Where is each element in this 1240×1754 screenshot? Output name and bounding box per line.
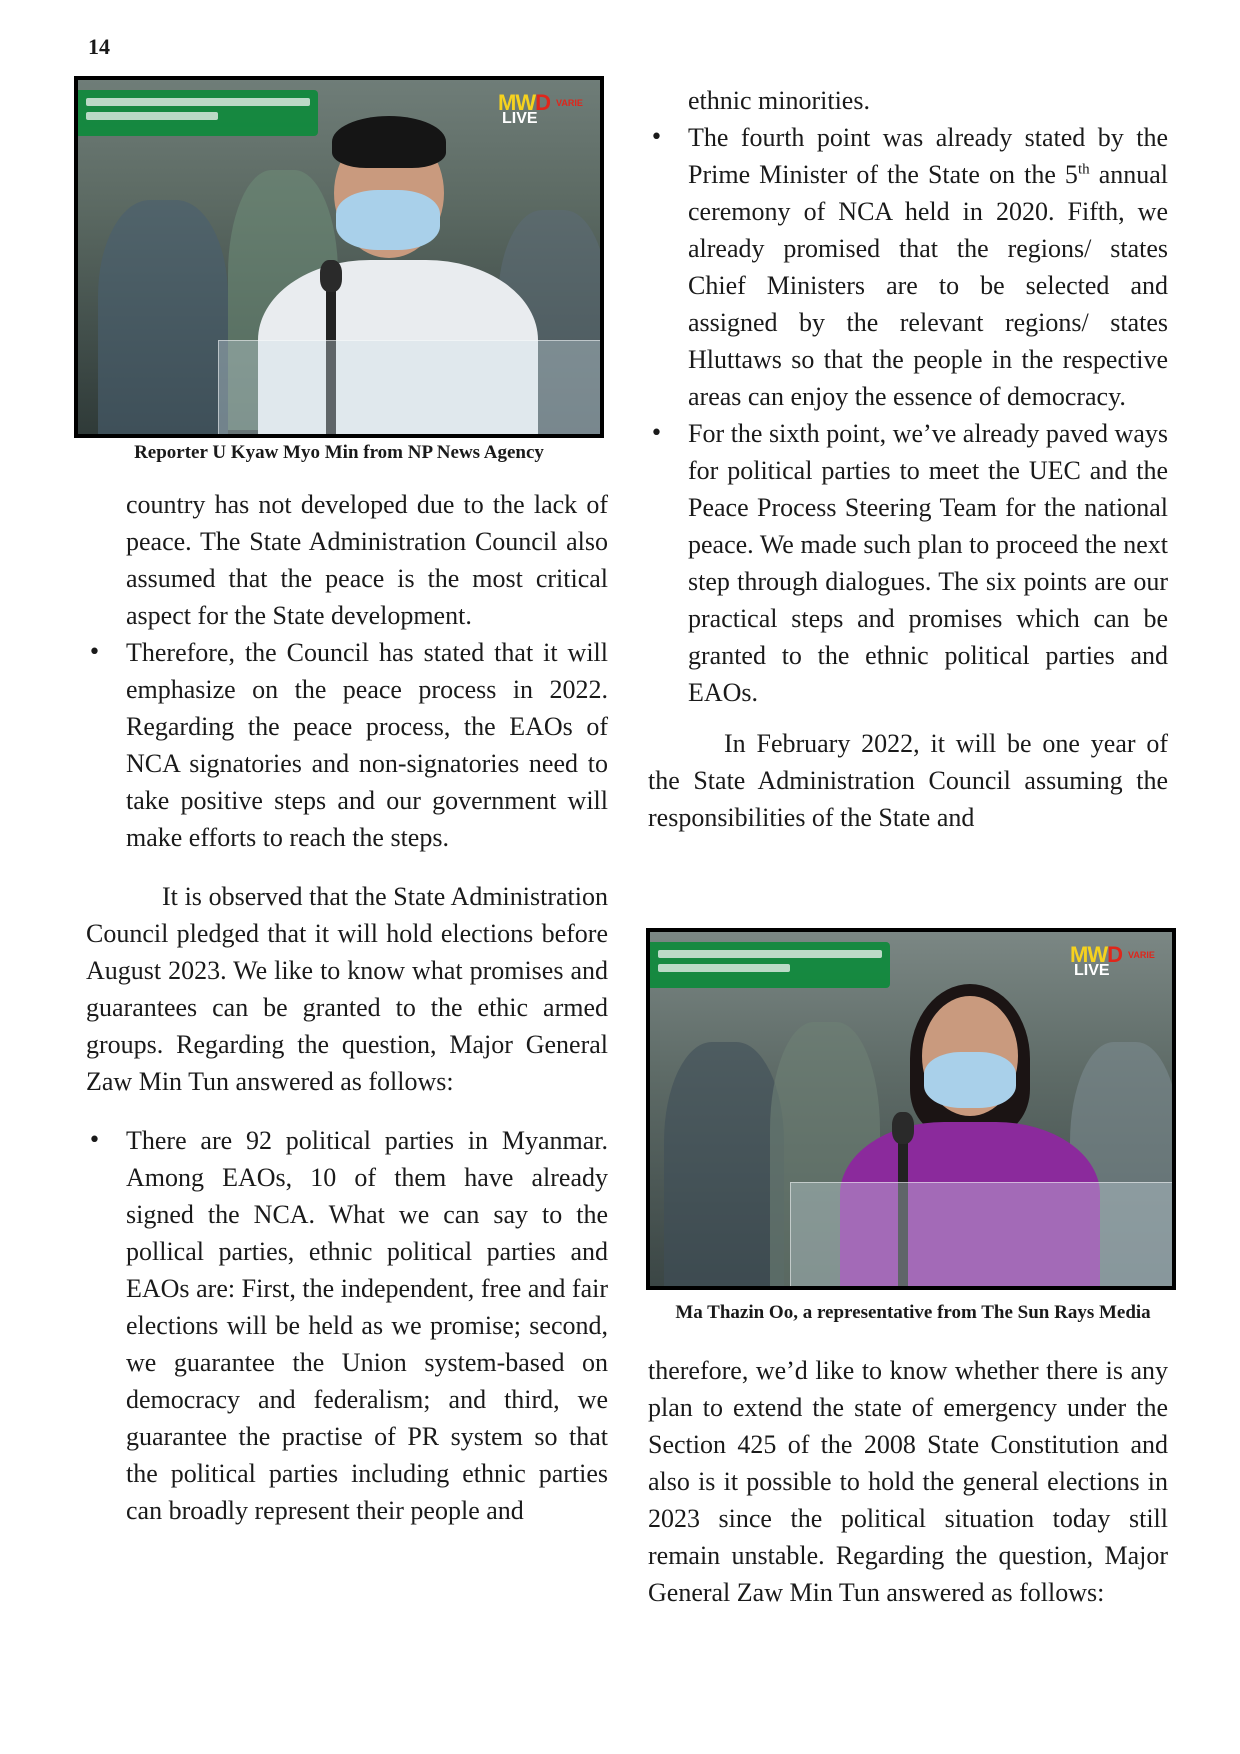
paragraph: In February 2022, it will be one year of the State Administration Council assuming the responsibilities of the State and [648,729,1168,832]
right-column-bottom [648,1352,1168,1611]
paragraph: therefore, we’d like to know whether there is any plan to extend the state of emergency under the Section 425 of the 2008 State Constitution and also is it possible to hold the general elections in 2023 since the political situation today still remain unstable. Regarding the question, Major General Zaw Min Tun answered as follows: [648,1356,1168,1607]
bullet-item: • Therefore, the Council has stated that it will emphasize on the peace process in 2022. Regarding the peace process, the EAOs of NCA signatories and non-signatories need to take positive steps and our government will make efforts to reach the steps. [86,634,608,856]
paragraph: ethnic minorities. [688,86,870,115]
broadcast-banner [650,942,890,988]
bullet-item: • The fourth point was already stated by the Prime Minister of the State on the 5th annual ceremony of NCA held in 2020. Fifth, we already promised that the regions/ states Chief Ministers are to be selected and assigned by the relevant regions/ states Hluttaws so that the people in the respective areas can enjoy the essence of democracy. [648,119,1168,415]
reporter-photo [74,76,604,438]
photo-caption: Reporter U Kyaw Myo Min from NP News Agency [134,442,544,463]
bullet-item: • For the sixth point, we’ve already paved ways for political parties to meet the UEC and the Peace Process Steering Team for the national peace. We made such plan to proceed the next step through dialogues. The six points are our practical steps and promises which can be granted to the ethnic political parties and EAOs. [648,415,1168,711]
paragraph: country has not developed due to the lack of peace. The State Administration Council also assumed that the peace is the most critical aspect for the State development. [126,490,608,630]
mwd-live-logo: MWD VARIE LIVE [498,90,583,127]
paragraph: It is observed that the State Administration Council pledged that it will hold elections before August 2023. We like to know what promises and guarantees can be granted to the ethic armed groups. Regarding the question, Major General Zaw Min Tun answered as follows: [86,882,608,1096]
left-column [86,486,608,1529]
photo-caption: Ma Thazin Oo, a representative from The Sun Rays Media [675,1302,1151,1323]
bullet-item: • There are 92 political parties in Myanmar. Among EAOs, 10 of them have already signed the NCA. What we can say to the pollical parties, ethnic political parties and EAOs are: First, the independent, free and fair elections will be held as we promise; second, we guarantee the Union system-based on democracy and federalism; and third, we guarantee the practise of PR system so that the political parties including ethnic parties can broadly represent their people and [86,1122,608,1529]
page-number: 14 [88,34,110,59]
right-column-top [648,82,1168,836]
broadcast-banner [78,90,318,136]
representative-photo [646,928,1176,1290]
mwd-live-logo: MWD VARIE LIVE [1070,942,1155,979]
